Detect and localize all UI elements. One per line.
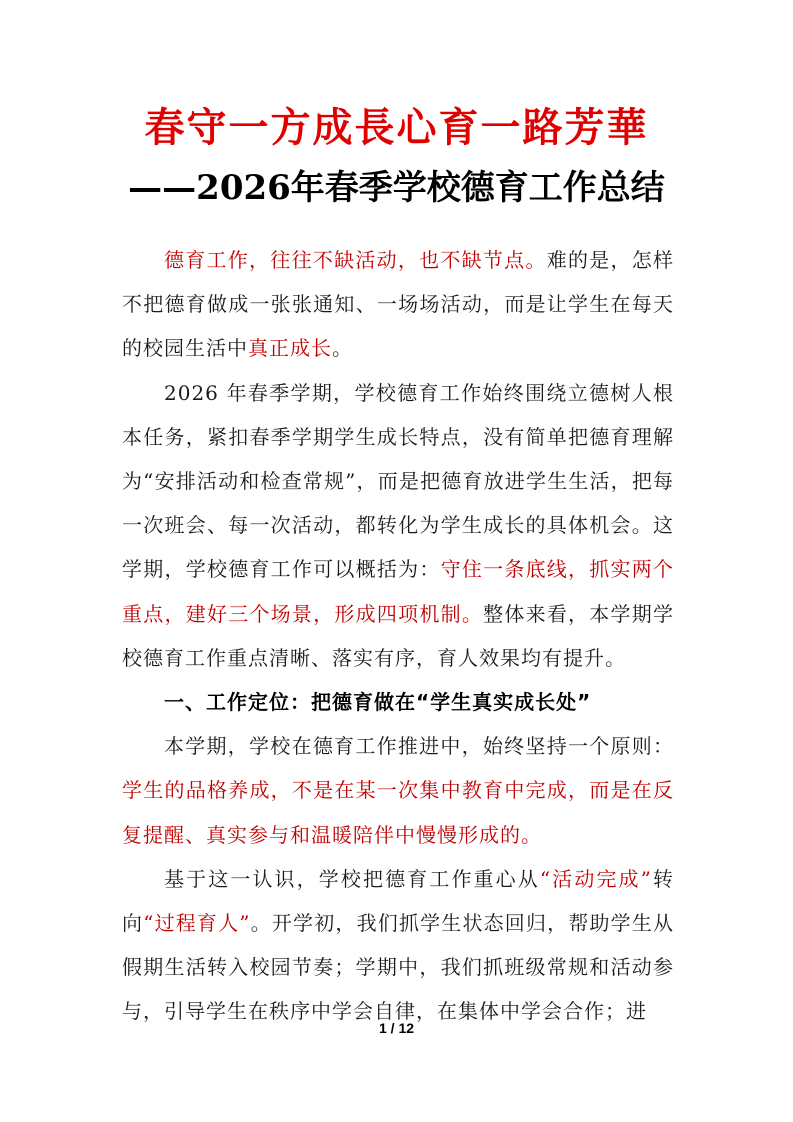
body-text: 。 bbox=[332, 336, 353, 361]
body-text: 2026 年春季学期，学校德育工作始终围绕立德树人根本任务，紧扣春季学期学生成长特点，没有简单把德育理解为“安排活动和检查常规”，而是把德育放进学生生活，把每一次班会、每一次活动，都转化为学生成长的具体机会。这学期，学校德育工作可以概括为： bbox=[122, 380, 674, 582]
document-body bbox=[122, 238, 674, 1034]
highlight-text: 学生的品格养成，不是在某一次集中教育中完成，而是在反复提醒、真实参与和温暖陪伴中慢慢形成的。 bbox=[122, 778, 674, 847]
highlight-text: 真正成长 bbox=[248, 336, 332, 361]
section-heading: 一、工作定位：把德育做在“学生真实成长处” bbox=[164, 690, 592, 715]
paragraph-intro bbox=[122, 238, 674, 371]
paragraph-principle bbox=[122, 724, 674, 857]
document-title: 春守一方成長心育一路芳華 bbox=[144, 104, 649, 151]
body-text: 难的是，怎样不把德育做成一张张通知、一场场活动，而是让学生在每天的校园生活中 bbox=[122, 248, 675, 361]
page-number: 1 / 12 bbox=[378, 1020, 415, 1036]
body-text: 转向 bbox=[122, 866, 675, 936]
highlight-text: “过程育人” bbox=[143, 911, 251, 936]
body-text: 。开学初，我们抓学生状态回归，帮助学生从假期生活转入校园节奏；学期中，我们抓班级常规和活动参与，引导学生在秩序中学会自律，在集体中学会合作；进 bbox=[122, 911, 675, 1024]
highlight-text: 守住一条底线，抓实两个重点，建好三个场景，形成四项机制。 bbox=[122, 557, 675, 626]
document-subtitle: ——2026年春季学校德育工作总结 bbox=[128, 168, 665, 208]
highlight-text: 德育工作，往往不缺活动，也不缺节点。 bbox=[164, 248, 547, 272]
body-text: 本学期，学校在德育工作推进中，始终坚持一个原则： bbox=[164, 734, 674, 759]
paragraph-approach bbox=[122, 857, 674, 1034]
body-text: 整体来看，本学期学校德育工作重点清晰、落实有序，育人效果均有提升。 bbox=[122, 601, 675, 670]
body-text: 基于这一认识，学校把德育工作重心从 bbox=[164, 866, 540, 891]
paragraph-overview bbox=[122, 371, 674, 680]
highlight-text: “活动完成” bbox=[539, 866, 652, 891]
